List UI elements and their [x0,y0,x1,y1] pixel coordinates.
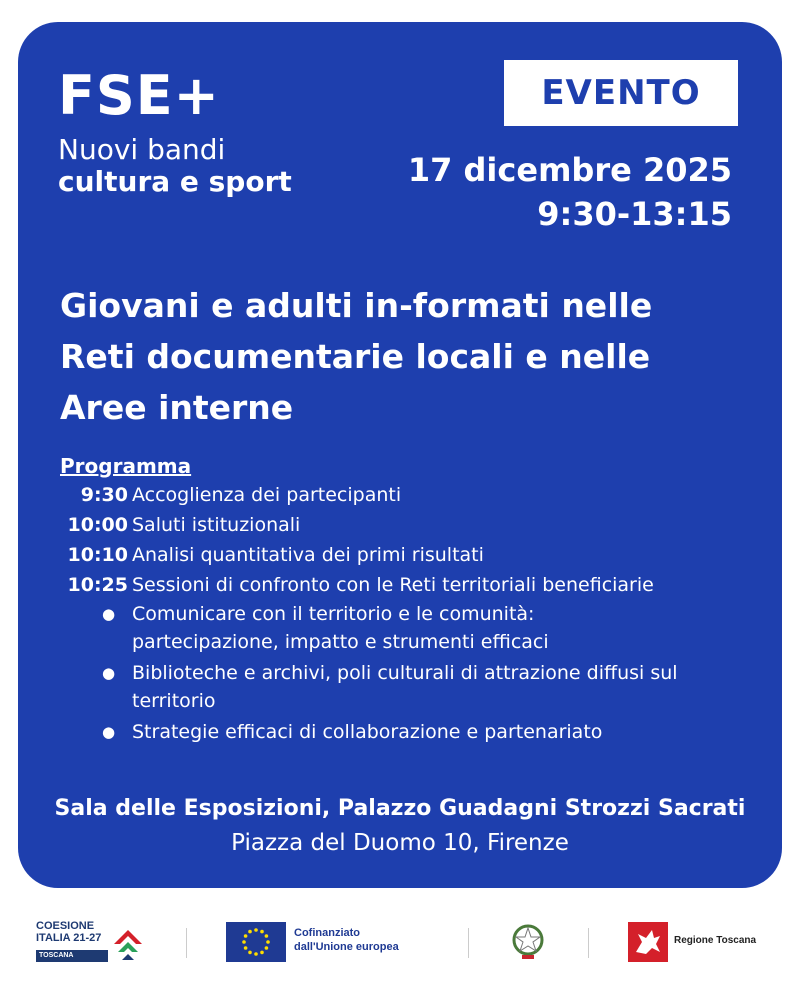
list-item [102,718,760,746]
venue-address: Piazza del Duomo 10, Firenze [231,830,569,856]
programme-item [60,510,760,540]
programme-time: 9:30 [80,484,128,506]
pegasus-icon [628,922,668,962]
topic-text [132,718,602,746]
topic-line1: Biblioteche e archivi, poli culturali di attrazione diffusi sul [132,662,678,684]
programme-text: Sessioni di confronto con le Reti territoriali beneficiarie [132,574,654,596]
headline-line1: Giovani e adulti in-formati nelle [60,286,653,325]
footer-divider [588,928,589,958]
programme-item [60,480,760,510]
coesione-arrows-icon [110,924,146,962]
programme-item [60,540,760,570]
event-card [18,22,782,888]
programme-title: Programma [60,454,192,478]
venue [18,792,782,860]
programme-time: 10:25 [67,574,128,596]
bullet-icon: ● [102,723,116,741]
list-item [102,600,760,656]
footer-logos [0,912,800,972]
brand-subtitle-line1: Nuovi bandi [58,133,226,166]
event-headline [60,280,750,433]
coesione-line1: COESIONE [36,920,95,932]
regione-toscana-logo [628,922,778,962]
event-badge: EVENTO [504,60,738,126]
topic-text [132,600,549,656]
eu-line2: dall'Unione europea [294,941,399,953]
coesione-line2: ITALIA 21-27 [36,932,102,944]
list-item [102,659,760,715]
bullet-icon: ● [102,664,116,682]
coesione-italia-logo [36,920,146,964]
event-when [408,148,732,236]
brand-subtitle-line2: cultura e sport [58,165,292,198]
topic-line1: Comunicare con il territorio e le comunità: [132,603,535,625]
bullet-icon: ● [102,605,116,623]
programme-text: Accoglienza dei partecipanti [132,484,402,506]
footer-divider [468,928,469,958]
coesione-region: TOSCANA [36,950,108,962]
headline-line3: Aree interne [60,388,294,427]
headline-line2: Reti documentarie locali e nelle [60,337,651,376]
eu-cofinanced-logo [226,920,438,964]
brand-title: FSE+ [58,64,220,127]
programme-time: 10:00 [67,514,128,536]
programme-text: Saluti istituzionali [132,514,301,536]
programme-time: 10:10 [67,544,128,566]
brand-block [58,64,292,198]
session-topics [102,600,760,746]
footer-divider [186,928,187,958]
eu-flag-icon [226,922,286,962]
programme-item [60,570,760,600]
toscana-label: Regione Toscana [674,935,757,946]
venue-name: Sala delle Esposizioni, Palazzo Guadagni Strozzi Sacrati [54,796,746,821]
topic-line2: partecipazione, impatto e strumenti efficaci [132,631,549,653]
topic-line2: territorio [132,690,216,712]
programme [60,452,760,749]
eu-line1: Cofinanziato [294,927,360,939]
programme-text: Analisi quantitativa dei primi risultati [132,544,484,566]
event-date: 17 dicembre 2025 [407,151,732,189]
topic-line1: Strategie efficaci di collaborazione e partenariato [132,721,603,743]
event-time: 9:30-13:15 [537,195,732,233]
italian-republic-emblem-icon [508,920,548,964]
topic-text [132,659,678,715]
